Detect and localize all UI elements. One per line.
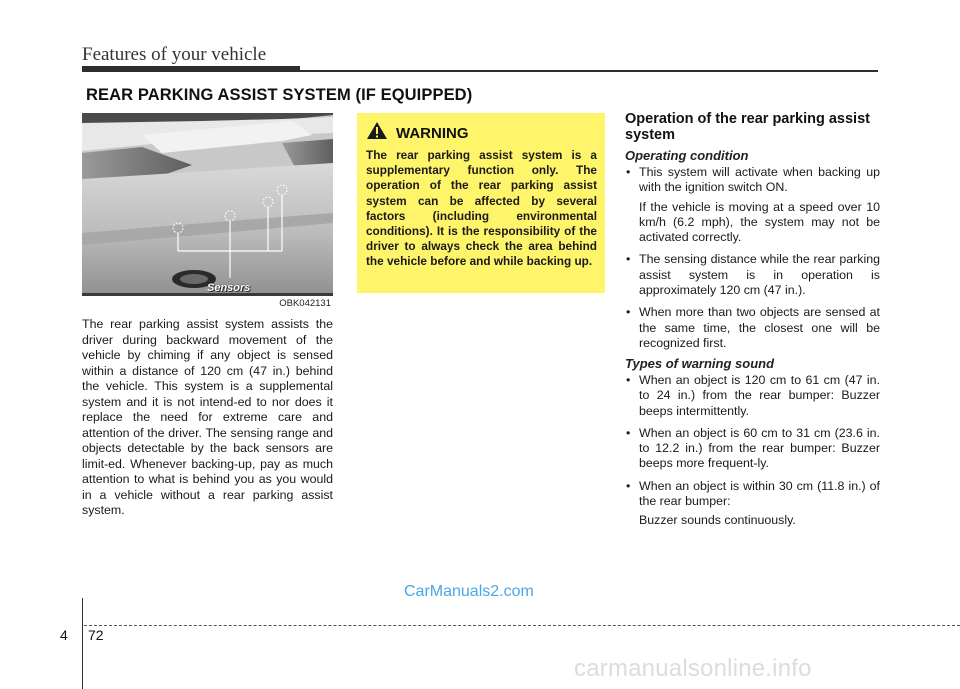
watermark-text: carmanualsonline.info	[574, 655, 812, 682]
list-item: • When an object is within 30 cm (11.8 in.) of the rear bumper: Buzzer sounds continuously.	[626, 478, 880, 528]
list-item: • When an object is 120 cm to 61 cm (47 in. to 24 in.) from the rear bumper: Buzzer beeps intermittently.	[626, 373, 880, 418]
bullet-icon: •	[626, 425, 631, 440]
bullet-icon: •	[626, 373, 631, 387]
footer-dashed-rule	[84, 625, 960, 626]
warning-sound-heading: Types of warning sound	[625, 356, 775, 371]
chapter-number: 4	[60, 627, 68, 643]
warning-box	[357, 113, 605, 293]
footer-vertical-rule	[82, 598, 83, 689]
header-rule-thin	[300, 70, 878, 72]
header-rule-thick	[82, 66, 300, 72]
bullet-icon: •	[626, 165, 631, 179]
operating-condition-list	[625, 165, 880, 358]
bullet-icon: •	[626, 478, 631, 493]
sensors-label: Sensors	[207, 282, 251, 294]
intro-paragraph	[82, 317, 333, 519]
section-title: REAR PARKING ASSIST SYSTEM (IF EQUIPPED)	[86, 86, 473, 104]
rear-bumper-figure	[82, 113, 333, 311]
operation-title: Operation of the rear parking assist system	[625, 111, 870, 143]
list-item: • When more than two objects are sensed at the same time, the closest one will be recognized first.	[626, 305, 880, 350]
warning-label: WARNING	[396, 124, 469, 142]
intro-text: The rear parking assist system assists the driver during backward movement of the vehicle by chiming if any object is sensed within a distance of 120 cm (47 in.) behind the vehicle. This system is a supplemental system and it is not intend-ed to nor does it replace the need for extreme care and attention of the driver. The sensing range and objects detectable by the back sensors are limit-ed. Whenever backing-up, pay as much attention to what is behind you as you would in a vehicle without a rear parking assist system.	[82, 317, 333, 517]
warning-sound-list	[625, 373, 880, 536]
watermark-link[interactable]: CarManuals2.com	[404, 583, 534, 600]
bullet-icon: •	[626, 305, 631, 320]
list-item: • This system will activate when backing up with the ignition switch ON. If the vehicle is moving at a speed over 10 km/h (6.2 mph), the system may not be activated correctly.	[626, 165, 880, 245]
warning-triangle-icon	[366, 121, 388, 145]
bullet-icon: •	[626, 252, 631, 267]
header-title: Features of your vehicle	[82, 44, 267, 65]
page-number: 72	[88, 627, 104, 643]
operating-condition-heading: Operating condition	[625, 148, 749, 163]
list-item: • The sensing distance while the rear parking assist system is in operation is approximately 120 cm (47 in.).	[626, 252, 880, 298]
list-item: • When an object is 60 cm to 31 cm (23.6 in. to 12.2 in.) from the rear bumper: Buzzer beeps more frequent-ly.	[626, 425, 880, 471]
warning-text: The rear parking assist system is a supplementary function only. The operation of the rear parking assist system can be affected by several factors (including environmental conditions). It is the responsibility of the driver to always check the area behind the vehicle before and while backing up.	[366, 148, 597, 269]
figure-code: OBK042131	[279, 298, 331, 309]
